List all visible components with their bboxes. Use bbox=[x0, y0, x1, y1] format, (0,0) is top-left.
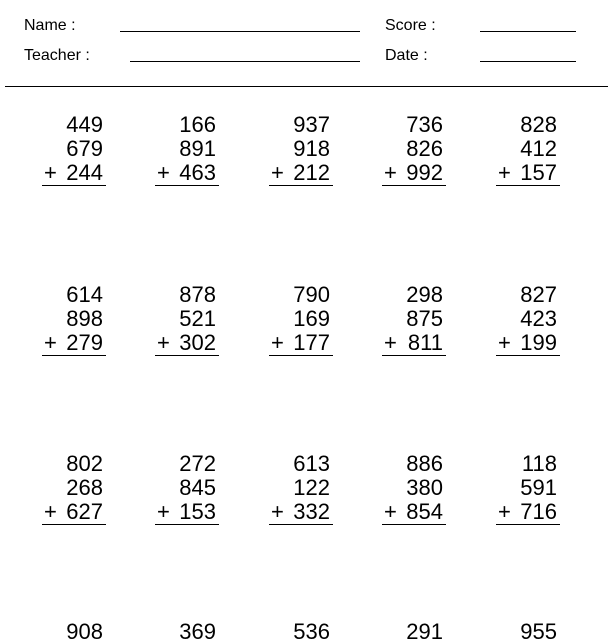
addend-3: 177 bbox=[293, 330, 330, 355]
addend-1: 802 bbox=[66, 451, 103, 476]
addend-2: 423 bbox=[520, 306, 557, 331]
problem-1-5 bbox=[496, 113, 560, 186]
problem-2-1 bbox=[42, 283, 106, 356]
problem-4-4 bbox=[382, 620, 446, 644]
plus-sign: + bbox=[271, 330, 284, 355]
header-divider bbox=[5, 86, 608, 87]
addend-1: 166 bbox=[179, 112, 216, 137]
addend-3-row bbox=[42, 161, 106, 186]
addend-3-row bbox=[269, 161, 333, 186]
problem-2-2 bbox=[155, 283, 219, 356]
addend-1: 613 bbox=[293, 451, 330, 476]
addend-1: 291 bbox=[406, 619, 443, 644]
addend-2: 268 bbox=[66, 475, 103, 500]
teacher-label: Teacher : bbox=[24, 47, 90, 64]
teacher-field-line[interactable] bbox=[130, 61, 360, 62]
addend-3-row bbox=[269, 331, 333, 356]
plus-sign: + bbox=[498, 499, 511, 524]
addend-2: 845 bbox=[179, 475, 216, 500]
problem-3-1 bbox=[42, 452, 106, 525]
addend-1: 272 bbox=[179, 451, 216, 476]
addend-3: 332 bbox=[293, 499, 330, 524]
addend-1: 886 bbox=[406, 451, 443, 476]
addend-2: 875 bbox=[406, 306, 443, 331]
plus-sign: + bbox=[44, 160, 57, 185]
addend-1: 790 bbox=[293, 282, 330, 307]
addend-2: 169 bbox=[293, 306, 330, 331]
addend-1: 828 bbox=[520, 112, 557, 137]
addend-3-row bbox=[155, 331, 219, 356]
addend-2: 412 bbox=[520, 136, 557, 161]
plus-sign: + bbox=[384, 330, 397, 355]
addend-1: 369 bbox=[179, 619, 216, 644]
addend-3-row bbox=[155, 161, 219, 186]
plus-sign: + bbox=[384, 160, 397, 185]
plus-sign: + bbox=[44, 330, 57, 355]
plus-sign: + bbox=[157, 160, 170, 185]
addend-3-row bbox=[382, 500, 446, 525]
plus-sign: + bbox=[498, 160, 511, 185]
addend-3-row bbox=[382, 331, 446, 356]
problem-4-1 bbox=[42, 620, 106, 644]
name-label: Name : bbox=[24, 17, 76, 34]
addend-2: 898 bbox=[66, 306, 103, 331]
addend-1: 908 bbox=[66, 619, 103, 644]
addend-1: 614 bbox=[66, 282, 103, 307]
problem-2-4 bbox=[382, 283, 446, 356]
problem-3-3 bbox=[269, 452, 333, 525]
name-field-line[interactable] bbox=[120, 31, 360, 32]
score-field-line[interactable] bbox=[480, 31, 576, 32]
addend-3: 302 bbox=[179, 330, 216, 355]
problem-4-2 bbox=[155, 620, 219, 644]
problem-3-4 bbox=[382, 452, 446, 525]
addend-2: 679 bbox=[66, 136, 103, 161]
addend-2: 918 bbox=[293, 136, 330, 161]
date-label: Date : bbox=[385, 47, 428, 64]
addend-1: 449 bbox=[66, 112, 103, 137]
plus-sign: + bbox=[498, 330, 511, 355]
addend-2: 521 bbox=[179, 306, 216, 331]
addend-3: 199 bbox=[520, 330, 557, 355]
addend-3-row bbox=[42, 500, 106, 525]
addend-3: 992 bbox=[406, 160, 443, 185]
addend-1: 827 bbox=[520, 282, 557, 307]
plus-sign: + bbox=[271, 499, 284, 524]
addend-1: 118 bbox=[521, 451, 557, 476]
addend-2: 891 bbox=[179, 136, 216, 161]
addend-2: 380 bbox=[406, 475, 443, 500]
addend-2: 591 bbox=[520, 475, 557, 500]
plus-sign: + bbox=[271, 160, 284, 185]
addend-3: 716 bbox=[520, 499, 557, 524]
addend-2: 122 bbox=[293, 475, 330, 500]
problem-3-2 bbox=[155, 452, 219, 525]
problem-4-5 bbox=[496, 620, 560, 644]
addend-1: 736 bbox=[406, 112, 443, 137]
addend-3-row bbox=[42, 331, 106, 356]
addend-3: 279 bbox=[66, 330, 103, 355]
addend-3: 157 bbox=[520, 160, 557, 185]
addend-3-row bbox=[382, 161, 446, 186]
plus-sign: + bbox=[384, 499, 397, 524]
problem-3-5 bbox=[496, 452, 560, 525]
addend-3-row bbox=[155, 500, 219, 525]
addend-3-row bbox=[496, 500, 560, 525]
addend-3: 627 bbox=[66, 499, 103, 524]
problem-1-4 bbox=[382, 113, 446, 186]
plus-sign: + bbox=[157, 499, 170, 524]
problem-1-3 bbox=[269, 113, 333, 186]
addend-3: 854 bbox=[406, 499, 443, 524]
addend-1: 955 bbox=[520, 619, 557, 644]
addend-3-row bbox=[496, 161, 560, 186]
addend-2: 826 bbox=[406, 136, 443, 161]
addend-1: 937 bbox=[293, 112, 330, 137]
addend-1: 878 bbox=[179, 282, 216, 307]
plus-sign: + bbox=[157, 330, 170, 355]
date-field-line[interactable] bbox=[480, 61, 576, 62]
score-label: Score : bbox=[385, 17, 436, 34]
problem-1-2 bbox=[155, 113, 219, 186]
plus-sign: + bbox=[44, 499, 57, 524]
problem-2-5 bbox=[496, 283, 560, 356]
addend-3: 811 bbox=[407, 330, 443, 355]
addend-3: 212 bbox=[293, 160, 330, 185]
problem-4-3 bbox=[269, 620, 333, 644]
addend-3: 244 bbox=[66, 160, 103, 185]
problem-2-3 bbox=[269, 283, 333, 356]
addend-1: 298 bbox=[406, 282, 443, 307]
addend-3-row bbox=[269, 500, 333, 525]
addend-3: 463 bbox=[179, 160, 216, 185]
addend-1: 536 bbox=[293, 619, 330, 644]
addend-3-row bbox=[496, 331, 560, 356]
problem-1-1 bbox=[42, 113, 106, 186]
addend-3: 153 bbox=[179, 499, 216, 524]
